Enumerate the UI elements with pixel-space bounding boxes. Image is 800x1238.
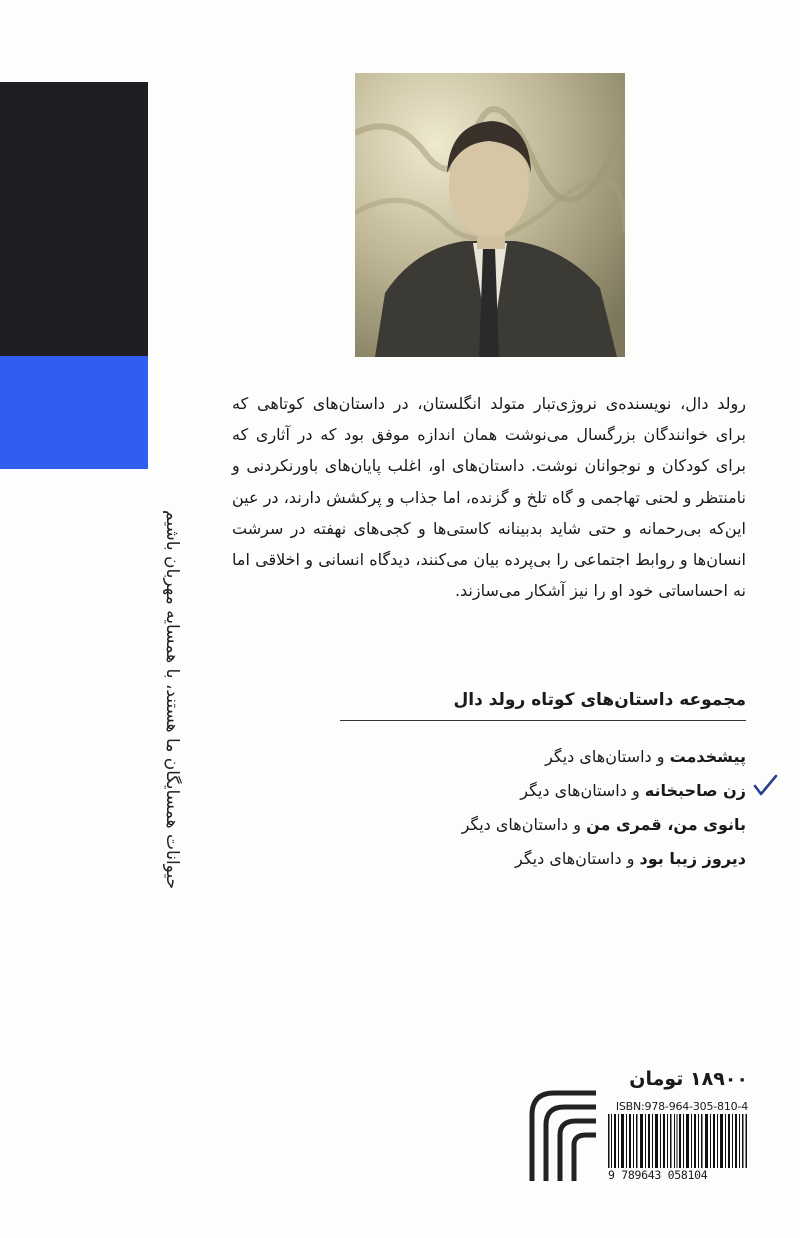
book-title: زن صاحبخانه <box>644 781 746 800</box>
isbn-label: ISBN:978-964-305-810-4 <box>615 1100 748 1113</box>
author-bio: رولد دال، نویسنده‌ی نروژی‌تبار متولد انگلستان، در داستان‌های کوتاهی که برای خوانندگان بزرگسال می‌نوشت همان اندازه موفق بود که در آثاری که برای کودکان و نوجوانان نوشت. داستان‌های او، اغلب پایان‌های باورنکردنی و نامنتظر و لحنی تهاجمی و گاه تلخ و گزنده، اما جذاب و پرکشش دارند، در عین این‌که بی‌رحمانه و حتی شاید بدبینانه کاستی‌ها و کجی‌های نهفته در سرشت انسان‌ها و روابط اجتماعی را بی‌پرده بیان می‌کنند، دیدگاه انسانی و اخلاقی اما نه احساساتی خود او را نیز آشکار می‌سازند. <box>232 394 746 601</box>
book-subtitle: و داستان‌های دیگر <box>545 747 670 766</box>
checkmark-icon <box>752 772 778 798</box>
book-title: پیشخدمت <box>669 747 746 766</box>
book-item <box>360 774 746 808</box>
book-subtitle: و داستان‌های دیگر <box>515 849 640 868</box>
book-list <box>360 740 746 876</box>
author-photo <box>355 73 625 357</box>
price-label: ۱۸۹۰۰ تومان <box>629 1068 748 1090</box>
book-subtitle: و داستان‌های دیگر <box>461 815 587 834</box>
spine-black-band <box>0 82 148 356</box>
spine-blue-band <box>0 356 148 469</box>
book-title: بانوی من، قمری من <box>586 815 746 834</box>
series-title: مجموعه داستان‌های کوتاه رولد دال <box>340 690 746 721</box>
book-item <box>360 740 746 774</box>
spine-slogan: حیوانات همسایگان ما هستند، با همسایه مهربان باشیم <box>162 510 182 890</box>
book-title: دیروز زیبا بود <box>639 849 746 868</box>
isbn-digits: 9 789643 058104 <box>608 1168 748 1182</box>
publisher-logo <box>524 1085 604 1185</box>
book-item <box>360 842 746 876</box>
book-item <box>360 808 746 842</box>
book-subtitle: و داستان‌های دیگر <box>520 781 645 800</box>
